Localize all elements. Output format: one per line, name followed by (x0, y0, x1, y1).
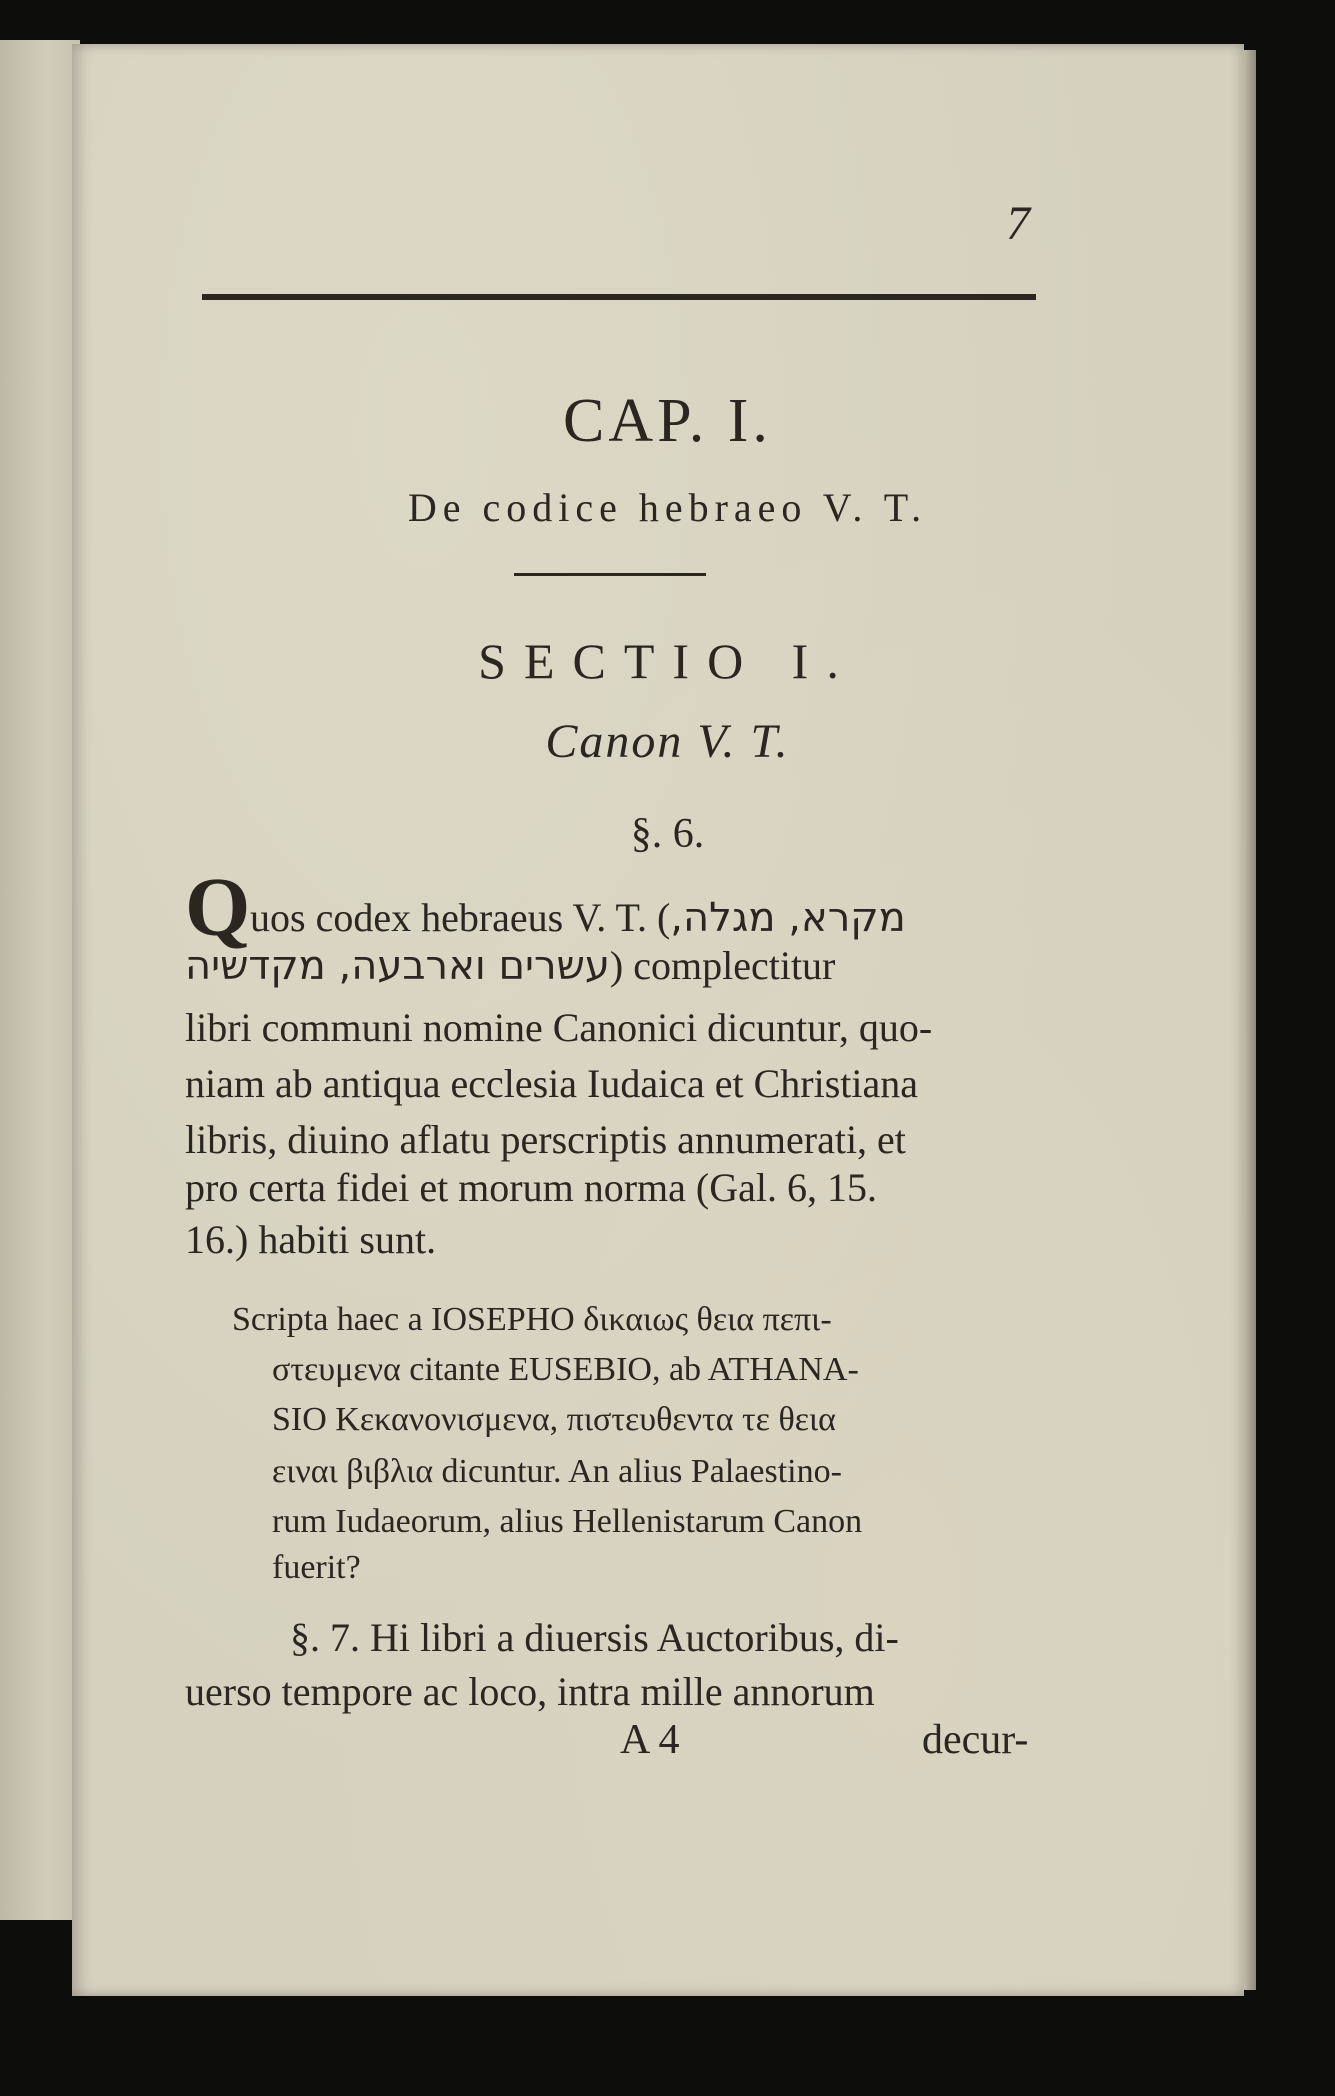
drop-cap: Q (185, 861, 251, 954)
line2-hebrew: עשרים וארבעה, מקדשיה (185, 943, 610, 989)
line1-latin: uos codex hebraeus V. T. ( (250, 895, 671, 940)
catchword: decur- (922, 1717, 1029, 1763)
divider-rule (514, 573, 706, 576)
chapter-heading: CAP. I. (563, 387, 772, 455)
note-line-2: στευμενα citante EUSEBIO, ab ATHANA- (272, 1351, 859, 1388)
book-gutter (0, 40, 80, 1920)
line1-hebrew: מקרא, מגלה, (670, 895, 906, 941)
note-line-5: rum Iudaeorum, alius Hellenistarum Canon (272, 1503, 863, 1540)
page-number: 7 (1006, 197, 1030, 250)
paragraph-6-line-4: niam ab antiqua ecclesia Iudaica et Christiana (185, 1061, 919, 1106)
paragraph-6-line-5: libris, diuino aflatu perscriptis annumerati, et (185, 1117, 906, 1162)
paragraph-6-line-1 (250, 894, 906, 942)
signature-mark: A 4 (620, 1717, 680, 1763)
paragraph-6-line-7: 16.) habiti sunt. (185, 1217, 437, 1262)
paragraph-7-line-2: uerso tempore ac loco, intra mille annorum (185, 1669, 875, 1714)
page-edge (1244, 50, 1256, 1990)
line2-latin: ) complectitur (609, 943, 836, 988)
note-line-1: Scripta haec a IOSEPHO δικαιως θεια πεπι- (232, 1301, 832, 1338)
note-line-6: fuerit? (272, 1549, 361, 1586)
paragraph-6-line-3: libri communi nomine Canonici dicuntur, quo- (185, 1005, 933, 1050)
section-heading: SECTIO I. (478, 633, 857, 689)
note-line-3: SIO Κεκανονισμενα, πιστευθεντα τε θεια (272, 1401, 836, 1438)
section-subtitle: Canon V. T. (545, 715, 790, 768)
header-rule (202, 294, 1036, 300)
paragraph-6-line-2 (185, 942, 835, 990)
chapter-subtitle: De codice hebraeo V. T. (407, 485, 928, 530)
note-line-4: ειναι βιβλια dicuntur. An alius Palaestino- (272, 1453, 842, 1490)
paragraph-6-line-6: pro certa fidei et morum norma (Gal. 6, 15. (185, 1165, 877, 1210)
paragraph-7-line-1: §. 7. Hi libri a diuersis Auctoribus, di- (290, 1615, 899, 1660)
paragraph-6-heading: §. 6. (630, 811, 705, 857)
